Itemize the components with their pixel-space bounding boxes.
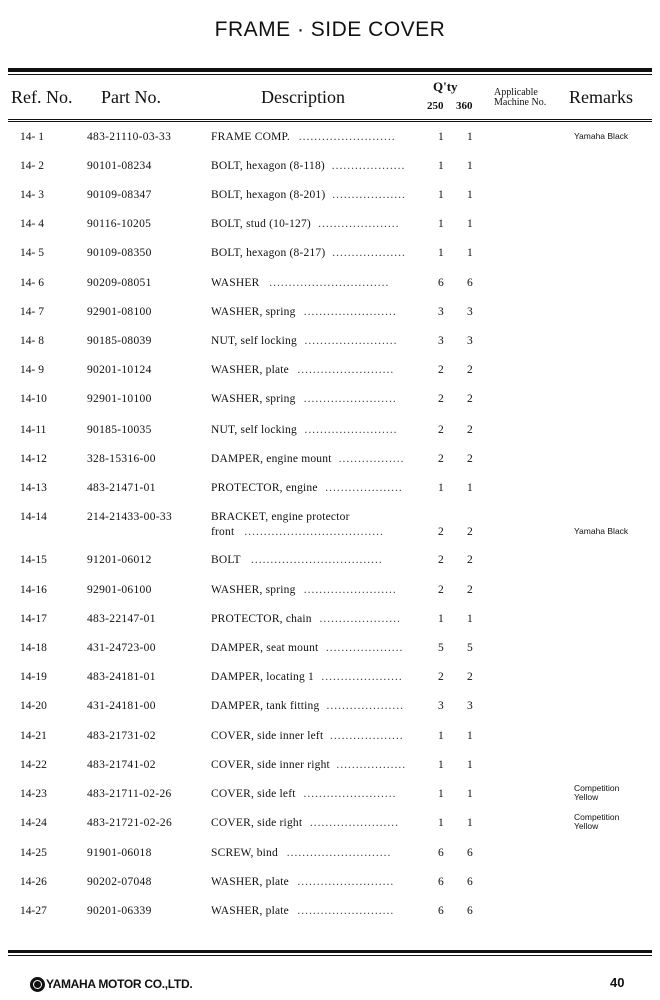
ref-no-cell: 14-11: [20, 424, 47, 436]
description-cell: WASHER, spring: [211, 306, 296, 318]
part-no-cell: 90185-10035: [87, 424, 152, 436]
leader-dots: ...................: [332, 247, 406, 259]
description-cell: WASHER: [211, 277, 260, 289]
table-row: [0, 700, 660, 722]
quantity-360-cell: 2: [467, 393, 473, 405]
ref-no-cell: 14-12: [20, 453, 47, 465]
quantity-360-cell: 1: [467, 131, 473, 143]
ref-no-cell: 14-17: [20, 613, 47, 625]
part-no-cell: 483-21731-02: [87, 730, 156, 742]
part-no-cell: 483-21711-02-26: [87, 788, 172, 800]
footer-rule: [8, 950, 652, 953]
description-cell: BOLT, hexagon (8-118): [211, 160, 325, 172]
quantity-250-cell: 1: [438, 759, 444, 771]
leader-dots: ...................: [329, 730, 404, 742]
quantity-250-cell: 1: [438, 160, 444, 172]
part-no-cell: 483-21721-02-26: [87, 817, 172, 829]
quantity-360-cell: 2: [467, 364, 473, 376]
leader-dots: ...............................: [269, 277, 390, 289]
description-cell: DAMPER, engine mount: [211, 453, 332, 465]
table-row: [0, 393, 660, 415]
table-row: [0, 783, 660, 810]
quantity-250-cell: 1: [438, 218, 444, 230]
quantity-360-cell: 1: [467, 247, 473, 259]
part-no-cell: 90201-06339: [87, 905, 152, 917]
remarks-cell: Yamaha Black: [574, 526, 629, 536]
quantity-250-cell: 1: [438, 247, 444, 259]
quantity-360-cell: 1: [467, 160, 473, 172]
quantity-360-cell: 1: [467, 189, 473, 201]
leader-dots: ....................................: [244, 526, 384, 538]
ref-no-cell: 14-25: [20, 847, 47, 859]
quantity-250-cell: 1: [438, 817, 444, 829]
leader-dots: .....................: [318, 218, 400, 230]
ref-no-cell: 14-19: [20, 671, 47, 683]
remarks-cell-line2: Yellow: [574, 821, 599, 831]
quantity-250-cell: 6: [438, 905, 444, 917]
column-header-part-no: Part No.: [101, 87, 161, 107]
quantity-360-cell: 1: [467, 613, 473, 625]
leader-dots: ........................: [304, 335, 398, 347]
part-no-cell: 90185-08039: [87, 335, 152, 347]
quantity-360-cell: 3: [467, 700, 473, 712]
description-cell: COVER, side left: [211, 788, 296, 800]
quantity-250-cell: 3: [438, 335, 444, 347]
column-header-ref-no: Ref. No.: [11, 87, 73, 107]
quantity-250-cell: 1: [438, 613, 444, 625]
quantity-360-cell: 1: [467, 218, 473, 230]
quantity-360-cell: 1: [467, 759, 473, 771]
quantity-250-cell: 1: [438, 788, 444, 800]
table-row: [0, 335, 660, 357]
description-cell: WASHER, plate: [211, 905, 289, 917]
quantity-250-cell: 2: [438, 671, 444, 683]
ref-no-cell: 14-23: [20, 788, 47, 800]
leader-dots: .....................: [321, 671, 403, 683]
quantity-250-cell: 2: [438, 393, 444, 405]
leader-dots: ....................: [325, 482, 403, 494]
quantity-250-cell: 1: [438, 131, 444, 143]
part-no-cell: 483-22147-01: [87, 613, 156, 625]
table-row: [0, 482, 660, 504]
company-logo: [30, 976, 192, 992]
ref-no-cell: 14-15: [20, 554, 47, 566]
description-cell: WASHER, spring: [211, 393, 296, 405]
description-cell-line2: front: [211, 526, 235, 538]
quantity-250-cell: 2: [438, 364, 444, 376]
quantity-360-cell: 2: [467, 584, 473, 596]
leader-dots: ...................: [331, 160, 406, 172]
description-cell: BOLT, hexagon (8-201): [211, 189, 326, 201]
table-row: [0, 730, 660, 752]
table-row: [0, 812, 660, 839]
quantity-360-cell: 3: [467, 306, 473, 318]
description-cell: WASHER, spring: [211, 584, 296, 596]
leader-dots: ....................: [326, 700, 404, 712]
column-header-description: Description: [261, 87, 345, 107]
part-no-cell: 483-21110-03-33: [87, 131, 172, 143]
quantity-360-cell: 1: [467, 788, 473, 800]
description-cell: WASHER, plate: [211, 876, 289, 888]
leader-dots: ........................: [303, 306, 397, 318]
quantity-250-cell: 1: [438, 730, 444, 742]
part-no-cell: 90101-08234: [87, 160, 152, 172]
part-no-cell: 431-24723-00: [87, 642, 156, 654]
ref-no-cell: 14- 4: [20, 218, 44, 230]
description-cell: DAMPER, seat mount: [211, 642, 319, 654]
column-header-remarks: Remarks: [569, 87, 633, 107]
description-cell: BOLT, hexagon (8-217): [211, 247, 326, 259]
table-row: [0, 613, 660, 635]
leader-dots: ........................: [304, 424, 398, 436]
table-row: [0, 424, 660, 446]
part-no-cell: 90209-08051: [87, 277, 152, 289]
description-cell: COVER, side inner left: [211, 730, 324, 742]
ref-no-cell: 14-22: [20, 759, 47, 771]
quantity-250-cell: 2: [438, 526, 444, 538]
quantity-250-cell: 3: [438, 306, 444, 318]
table-row: [0, 453, 660, 475]
page-title: FRAME · SIDE COVER: [214, 18, 446, 41]
table-row: [0, 277, 660, 299]
ref-no-cell: 14- 1: [20, 131, 44, 143]
table-row: [0, 511, 660, 538]
description-cell: DAMPER, locating 1: [211, 671, 314, 683]
part-no-cell: 90116-10205: [87, 218, 152, 230]
leader-dots: .........................: [298, 131, 396, 143]
leader-dots: ....................: [325, 642, 404, 654]
quantity-360-cell: 6: [467, 277, 473, 289]
table-row: [0, 189, 660, 211]
leader-dots: .......................: [309, 817, 399, 829]
ref-no-cell: 14-14: [20, 511, 47, 523]
description-cell: PROTECTOR, chain: [211, 613, 312, 625]
quantity-250-cell: 1: [438, 482, 444, 494]
table-row: [0, 247, 660, 269]
leader-dots: ..................: [336, 759, 407, 771]
table-row: [0, 671, 660, 693]
table-row: [0, 584, 660, 606]
remarks-cell: Competition: [574, 783, 620, 793]
ref-no-cell: 14- 5: [20, 247, 44, 259]
quantity-250-cell: 5: [438, 642, 444, 654]
ref-no-cell: 14-21: [20, 730, 47, 742]
quantity-250-cell: 3: [438, 700, 444, 712]
ref-no-cell: 14- 2: [20, 160, 44, 172]
part-no-cell: 90202-07048: [87, 876, 152, 888]
column-header-applicable: Applicable: [494, 87, 538, 98]
quantity-360-cell: 2: [467, 424, 473, 436]
ref-no-cell: 14- 8: [20, 335, 44, 347]
quantity-250-cell: 2: [438, 584, 444, 596]
table-row: [0, 306, 660, 328]
table-row: [0, 364, 660, 386]
quantity-250-cell: 1: [438, 189, 444, 201]
ref-no-cell: 14-26: [20, 876, 47, 888]
description-cell: COVER, side inner right: [211, 759, 330, 771]
description-cell: DAMPER, tank fitting: [211, 700, 320, 712]
table-row: [0, 876, 660, 898]
leader-dots: ..................................: [250, 554, 383, 566]
description-cell: BOLT, stud (10-127): [211, 218, 311, 230]
quantity-360-cell: 5: [467, 642, 473, 654]
description-cell: FRAME COMP.: [211, 131, 290, 143]
column-header-quantity: Q'ty: [433, 79, 458, 94]
column-header-model-360: 360: [456, 100, 473, 112]
remarks-cell-line2: Yellow: [574, 792, 599, 802]
part-no-cell: 328-15316-00: [87, 453, 156, 465]
quantity-360-cell: 3: [467, 335, 473, 347]
description-cell: WASHER, plate: [211, 364, 289, 376]
ref-no-cell: 14-18: [20, 642, 47, 654]
part-no-cell: 90201-10124: [87, 364, 152, 376]
leader-dots: ........................: [303, 393, 397, 405]
table-row: [0, 847, 660, 869]
quantity-250-cell: 6: [438, 277, 444, 289]
table-row: [0, 131, 660, 153]
leader-dots: ........................: [303, 584, 397, 596]
remarks-cell: Yamaha Black: [574, 131, 629, 141]
ref-no-cell: 14-13: [20, 482, 47, 494]
leader-dots: .........................: [297, 905, 395, 917]
leader-dots: ........................: [303, 788, 397, 800]
ref-no-cell: 14- 6: [20, 277, 44, 289]
quantity-250-cell: 2: [438, 424, 444, 436]
column-header-machine-no: Machine No.: [494, 97, 547, 108]
part-no-cell: 91201-06012: [87, 554, 152, 566]
quantity-360-cell: 2: [467, 526, 473, 538]
part-no-cell: 92901-06100: [87, 584, 152, 596]
quantity-250-cell: 2: [438, 554, 444, 566]
quantity-360-cell: 6: [467, 847, 473, 859]
description-cell: PROTECTOR, engine: [211, 482, 318, 494]
ref-no-cell: 14- 3: [20, 189, 44, 201]
description-cell: COVER, side right: [211, 817, 303, 829]
part-no-cell: 90109-08347: [87, 189, 152, 201]
leader-dots: .....................: [319, 613, 401, 625]
quantity-360-cell: 2: [467, 453, 473, 465]
remarks-cell: Competition: [574, 812, 620, 822]
company-name: YAMAHA MOTOR CO.,LTD.: [46, 977, 193, 991]
part-no-cell: 483-21471-01: [87, 482, 156, 494]
ref-no-cell: 14- 7: [20, 306, 44, 318]
table-row: [0, 218, 660, 240]
page-number: 40: [610, 975, 625, 990]
table-row: [0, 905, 660, 927]
yamaha-emblem-icon: [30, 977, 45, 992]
leader-dots: .........................: [297, 876, 395, 888]
column-header-model-250: 250: [427, 100, 444, 112]
ref-no-cell: 14-16: [20, 584, 47, 596]
description-cell: BOLT: [211, 554, 241, 566]
table-row: [0, 642, 660, 664]
leader-dots: ...........................: [286, 847, 392, 859]
part-no-cell: 214-21433-00-33: [87, 511, 172, 523]
description-cell: BRACKET, engine protector: [211, 511, 350, 523]
quantity-360-cell: 1: [467, 817, 473, 829]
part-no-cell: 90109-08350: [87, 247, 152, 259]
quantity-360-cell: 6: [467, 876, 473, 888]
ref-no-cell: 14-27: [20, 905, 47, 917]
quantity-360-cell: 6: [467, 905, 473, 917]
ref-no-cell: 14- 9: [20, 364, 44, 376]
quantity-360-cell: 1: [467, 482, 473, 494]
leader-dots: .........................: [297, 364, 395, 376]
part-no-cell: 483-24181-01: [87, 671, 156, 683]
table-row: [0, 554, 660, 576]
description-cell: NUT, self locking: [211, 335, 297, 347]
part-no-cell: 483-21741-02: [87, 759, 156, 771]
quantity-250-cell: 2: [438, 453, 444, 465]
part-no-cell: 431-24181-00: [87, 700, 156, 712]
quantity-250-cell: 6: [438, 876, 444, 888]
leader-dots: .................: [338, 453, 405, 465]
part-no-cell: 92901-08100: [87, 306, 152, 318]
part-no-cell: 91901-06018: [87, 847, 152, 859]
quantity-250-cell: 6: [438, 847, 444, 859]
quantity-360-cell: 1: [467, 730, 473, 742]
description-cell: NUT, self locking: [211, 424, 297, 436]
leader-dots: ...................: [332, 189, 406, 201]
part-no-cell: 92901-10100: [87, 393, 152, 405]
quantity-360-cell: 2: [467, 671, 473, 683]
table-row: [0, 759, 660, 781]
table-row: [0, 160, 660, 182]
ref-no-cell: 14-20: [20, 700, 47, 712]
ref-no-cell: 14-24: [20, 817, 47, 829]
quantity-360-cell: 2: [467, 554, 473, 566]
footer-rule-thin: [8, 955, 652, 956]
ref-no-cell: 14-10: [20, 393, 47, 405]
description-cell: SCREW, bind: [211, 847, 278, 859]
